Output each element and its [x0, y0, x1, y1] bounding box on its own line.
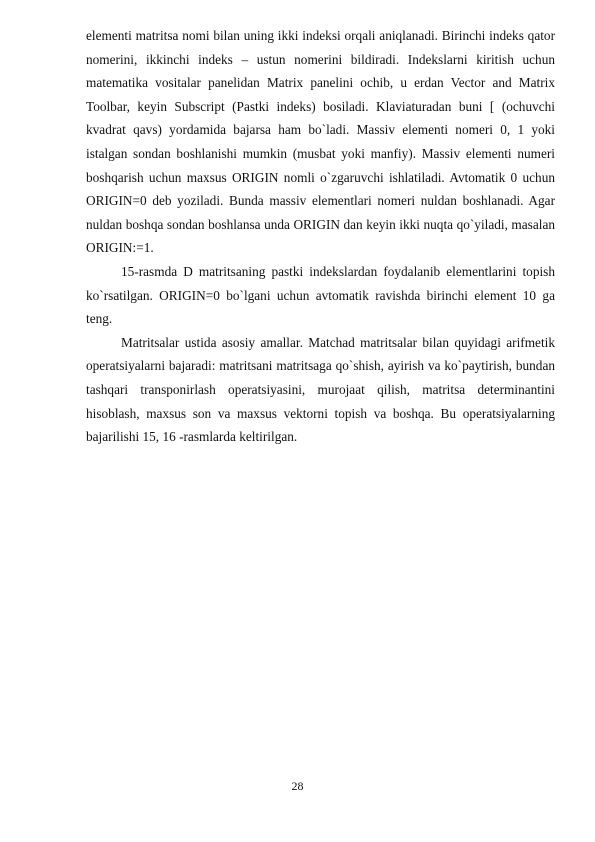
paragraph-figure-15: 15-rasmda D matritsaning pastki indekslardan foydalanib elementlarini topish ko`rsatilgan. ORIGIN=0 bo`lgani uchun avtomatik ravishda birinchi element 10 ga teng. — [86, 263, 555, 327]
page-number: 28 — [291, 779, 304, 793]
page-body — [86, 24, 555, 449]
paragraph-origin-indexing: elementi matritsa nomi bilan uning ikki indeksi orqali aniqlanadi. Birinchi indeks qator nomerini, ikkinchi indeks – ustun nomerini bildiradi. Indekslarni kiritish uchun matematika vositalar panelidan Matrix panelini ochib, u erdan Vector and Matrix Toolbar, keyin Subscript (Pastki indeks) bosiladi. Klaviaturadan buni [ (ochuvchi kvadrat qavs) yordamida bajarsa ham bo`ladi. Massiv elementi nomeri 0, 1 yoki istalgan sondan boshlanishi mumkin (musbat yoki manfiy). Massiv elementi numeri boshqarish uchun maxsus ORIGIN nomli o`zgaruvchi ishlatiladi. Avtomatik 0 uchun ORIGIN=0 deb yoziladi. Bunda massiv elementlari nomeri nuldan boshlanadi. Agar nuldan boshqa sondan boshlansa unda ORIGIN dan keyin ikki nuqta qo`yiladi, masalan ORIGIN:=1. — [86, 28, 555, 256]
paragraph-matrix-operations: Matritsalar ustida asosiy amallar. Matchad matritsalar bilan quyidagi arifmetik operatsiyalarni bajaradi: matritsani matritsaga qo`shish, ayirish va ko`paytirish, bundan tashqari transponirlash operatsiyasini, murojaat qilish, matritsa determinantini hisoblash, maxsus son va maxsus vektorni topish va boshqa. Bu operatsiyalarning bajarilishi 15, 16 -rasmlarda keltirilgan. — [86, 334, 555, 445]
